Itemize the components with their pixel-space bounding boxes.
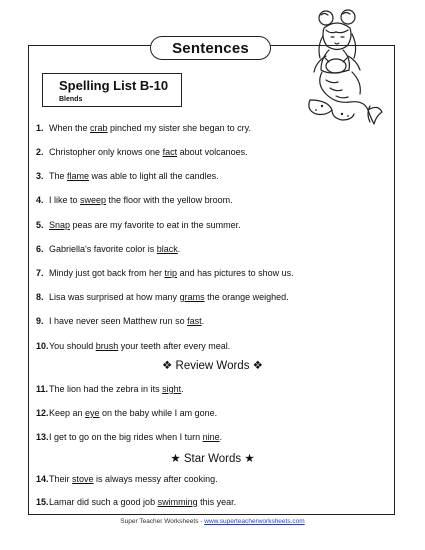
spelling-word: fast <box>187 316 202 326</box>
sentence-number: 5. <box>36 220 44 230</box>
footer-link[interactable]: www.superteacherworksheets.com <box>204 518 305 525</box>
spelling-word: nine <box>202 432 220 442</box>
sentence-number: 8. <box>36 292 44 302</box>
sentence-text-after: . <box>219 432 223 442</box>
sentence-row <box>36 497 236 508</box>
spelling-word: sight <box>162 384 182 394</box>
sentence-text-before: Their <box>49 474 73 484</box>
sentence-number: 1. <box>36 123 44 133</box>
sentence-row <box>36 408 217 419</box>
sentence-row <box>36 316 204 327</box>
sentence-text-before: Christopher only knows one <box>49 147 163 157</box>
mermaid-illustration <box>296 6 386 134</box>
sentence-text-before: The <box>49 171 68 181</box>
sentence-row <box>36 292 289 303</box>
sentence-text-before: Keep an <box>49 408 86 418</box>
review-words-heading: ❖ Review Words ❖ <box>162 360 263 372</box>
sentence-text-before: You should <box>49 341 96 351</box>
sentence-text-after: . <box>201 316 205 326</box>
sentence-number: 14. <box>36 474 49 484</box>
sentence-row <box>36 268 294 279</box>
sentence-text-after: the floor with the yellow broom. <box>106 195 233 205</box>
sentence-row <box>36 341 230 352</box>
star-words-heading: ★ Star Words ★ <box>170 453 255 465</box>
sentence-text-before: Lamar did such a good job <box>49 497 158 507</box>
spelling-list-box <box>42 73 182 107</box>
spelling-word: Snap <box>49 220 71 230</box>
spelling-word: trip <box>164 268 178 278</box>
sentence-number: 11. <box>36 384 49 394</box>
spelling-word: flame <box>67 171 90 181</box>
sentence-text-after: about volcanoes. <box>177 147 248 157</box>
sentence-text-before: I get to go on the big rides when I turn <box>49 432 203 442</box>
footer-text: Super Teacher Worksheets - <box>120 518 205 525</box>
sentence-row <box>36 244 180 255</box>
sentence-number: 15. <box>36 497 49 507</box>
sentence-number: 7. <box>36 268 44 278</box>
spelling-word: crab <box>90 123 108 133</box>
spelling-word: swimming <box>157 497 198 507</box>
sentence-text-before: When the <box>49 123 91 133</box>
footer <box>0 518 425 525</box>
sentence-text-after: this year. <box>197 497 237 507</box>
spelling-word: black <box>156 244 178 254</box>
sentence-number: 9. <box>36 316 44 326</box>
sentence-number: 6. <box>36 244 44 254</box>
sentence-row <box>36 220 241 231</box>
sentence-text-after: peas are my favorite to eat in the summer. <box>70 220 241 230</box>
spelling-word: eye <box>85 408 100 418</box>
sentence-number: 3. <box>36 171 44 181</box>
sentence-number: 4. <box>36 195 44 205</box>
page-title <box>150 36 271 60</box>
sentence-row <box>36 195 233 206</box>
spelling-word: brush <box>95 341 119 351</box>
sentence-text-after: is always messy after cooking. <box>93 474 218 484</box>
sentence-text-after: the orange weighed. <box>204 292 289 302</box>
sentence-number: 2. <box>36 147 44 157</box>
sentence-text-after: . <box>181 384 184 394</box>
sentence-row <box>36 123 251 134</box>
sentence-text-after: your teeth after every meal. <box>118 341 231 351</box>
sentence-text-after: . <box>177 244 181 254</box>
sentence-row <box>36 384 184 395</box>
sentence-number: 13. <box>36 432 49 442</box>
sentence-number: 10. <box>36 341 49 351</box>
spelling-list-title: Spelling List B-10 <box>59 78 169 93</box>
sentence-text-before: Lisa was surprised at how many <box>49 292 180 302</box>
sentence-row <box>36 474 218 485</box>
sentence-text-before: I like to <box>49 195 81 205</box>
sentence-row <box>36 147 248 158</box>
spelling-word: fact <box>162 147 178 157</box>
spelling-word: grams <box>179 292 205 302</box>
sentence-text-before: The lion had the zebra in its <box>49 384 163 394</box>
sentence-row <box>36 432 222 443</box>
sentence-row <box>36 171 219 182</box>
sentence-text-after: on the baby while I am gone. <box>99 408 218 418</box>
sentence-text-after: was able to light all the candles. <box>89 171 219 181</box>
sentence-text-before: Gabriella's favorite color is <box>49 244 157 254</box>
sentence-text-before: Mindy just got back from her <box>49 268 165 278</box>
sentence-text-after: pinched my sister she began to cry. <box>107 123 251 133</box>
spelling-word: sweep <box>80 195 107 205</box>
sentence-number: 12. <box>36 408 49 418</box>
spelling-list-subtitle: Blends <box>59 96 83 103</box>
spelling-word: stove <box>72 474 94 484</box>
page-title-text: Sentences <box>172 39 249 57</box>
sentence-text-after: and has pictures to show us. <box>177 268 294 278</box>
sentence-text-before: I have never seen Matthew run so <box>49 316 188 326</box>
